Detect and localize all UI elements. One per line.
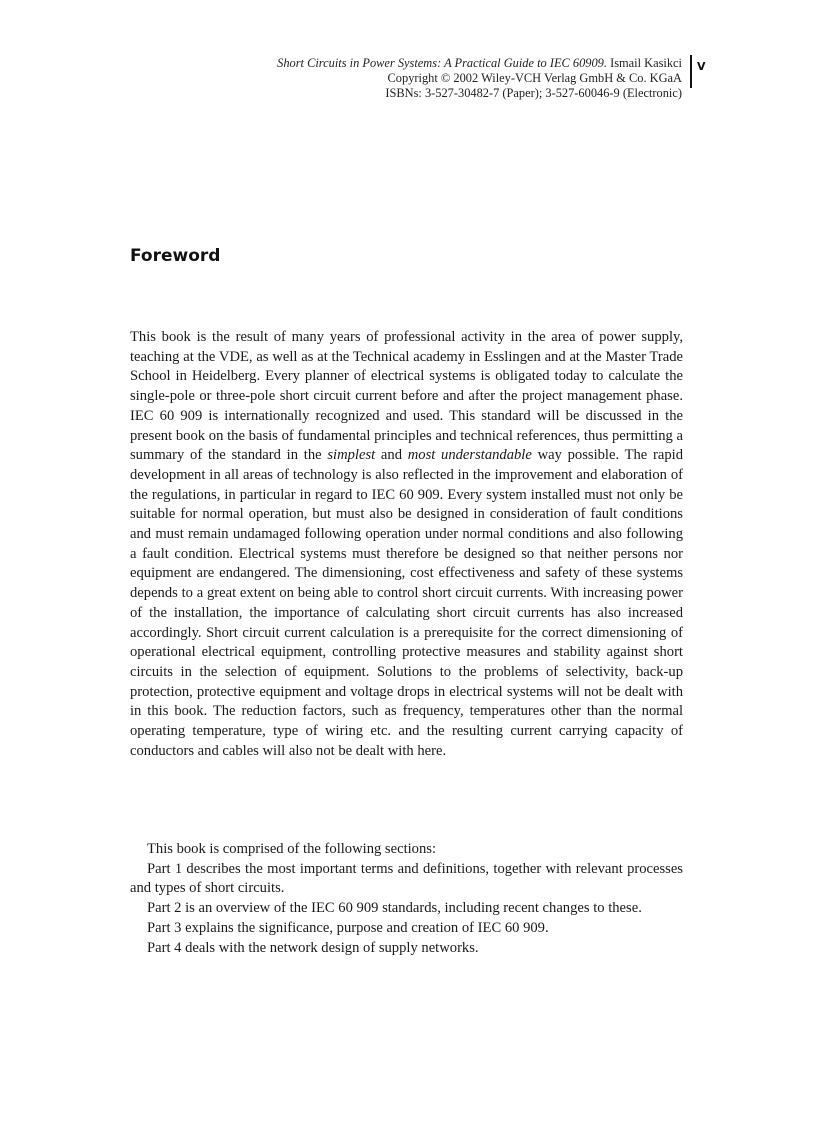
copyright-line: Copyright © 2002 Wiley-VCH Verlag GmbH & Co. KGaA <box>387 71 682 85</box>
foreword-paragraph <box>130 328 683 761</box>
book-author: Ismail Kasikci <box>610 56 682 70</box>
page-title: Foreword <box>130 246 221 266</box>
emphasis-most-understandable: most understandable <box>407 447 532 464</box>
page-marker-rule <box>690 55 692 88</box>
book-title: Short Circuits in Power Systems: A Practical Guide to IEC 60909. <box>277 56 607 70</box>
section-part-2: Part 2 is an overview of the IEC 60 909 standards, including recent changes to these. <box>147 900 642 917</box>
page-number: V <box>697 60 706 73</box>
header-citation-line <box>122 56 682 71</box>
isbn-line: ISBNs: 3-527-30482-7 (Paper); 3-527-60046-9 (Electronic) <box>385 86 682 100</box>
paragraph-text-and: and <box>375 447 408 464</box>
paragraph-text-1: This book is the result of many years of professional activity in the area of power supply, teaching at the VDE, as well as at the Technical academy in Esslingen and at the Master Trade School in Heidelberg. Every planner of electrical systems is obligated today to calculate the single-pole or three-pole short circuit current before and after the project management phase. IEC 60 909 is internationally recognized and used. This standard will be discussed in the present book on the basis of fundamental principles and technical references, thus permitting a summary of the standard in the <box>130 329 683 464</box>
section-part-1: Part 1 describes the most important terms and definitions, together with relevant processes and types of short circuits. <box>130 860 683 897</box>
section-part-3: Part 3 explains the significance, purpose and creation of IEC 60 909. <box>147 919 549 936</box>
paragraph-text-2: way possible. The rapid development in all areas of technology is also reflected in the improvement and elaboration of the regulations, in particular in regard to IEC 60 909. Every system installed must not only be suitable for normal operation, but must also be designed in consideration of fault conditions and must remain undamaged following operation under normal conditions and also following a fault condition. Electrical systems must therefore be designed so that neither persons nor equipment are endangered. The dimensioning, cost effectiveness and safety of these systems depends to a great extent on being able to control short circuit currents. With increasing power of the installation, the importance of calculating short circuit currents has also increased accordingly. Short circuit current calculation is a prerequisite for the correct dimensioning of operational electrical equipment, controlling protective measures and stability against short circuits in the selection of equipment. Solutions to the problems of selectivity, back-up protection, protective equipment and voltage drops in electrical systems will not be dealt with in this book. The reduction factors, such as frequency, temperatures other than the normal operating temperature, type of wiring etc. and the resulting current carrying capacity of conductors and cables will also not be dealt with here. <box>130 447 683 759</box>
running-header <box>122 56 682 101</box>
sections-list <box>130 840 683 958</box>
sections-intro: This book is comprised of the following sections: <box>147 841 437 857</box>
section-part-4: Part 4 deals with the network design of supply networks. <box>147 939 479 956</box>
emphasis-simplest: simplest <box>327 447 376 464</box>
